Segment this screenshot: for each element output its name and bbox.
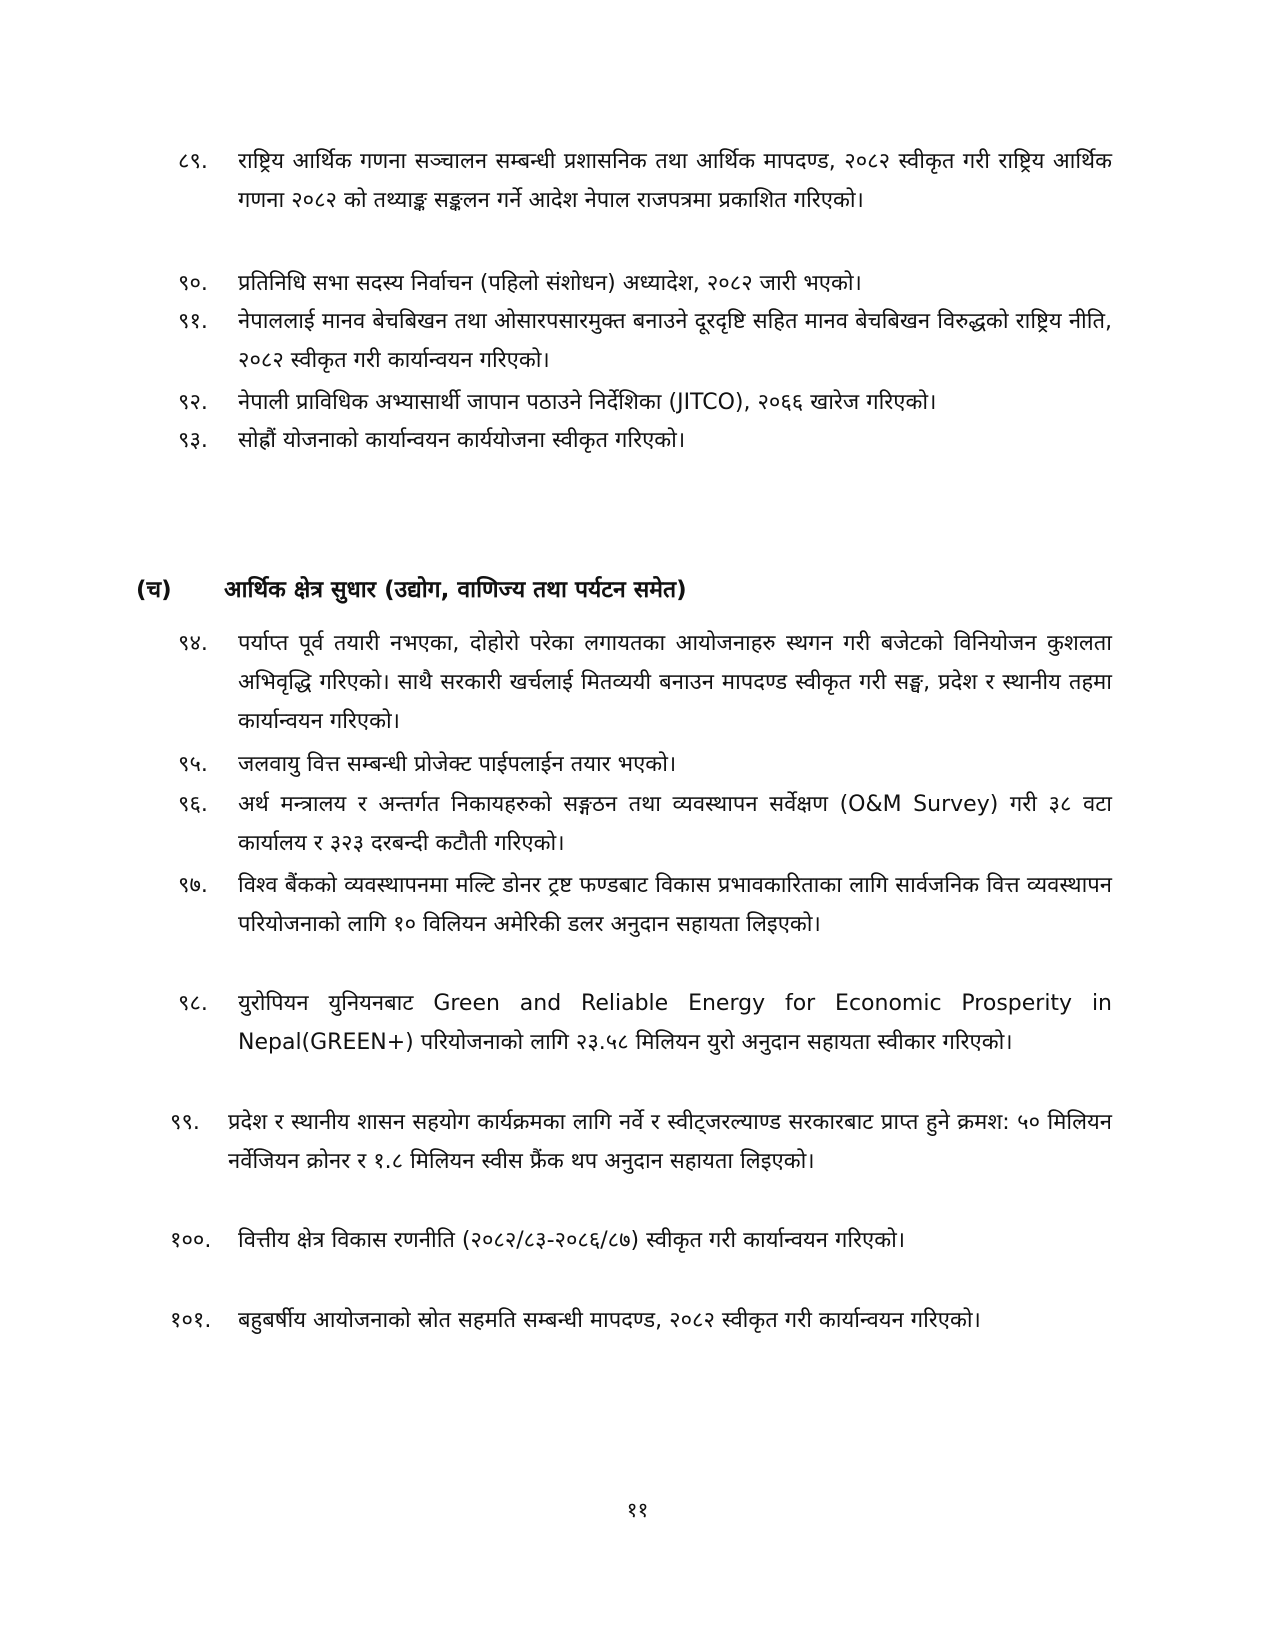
list-item — [170, 1103, 1112, 1181]
list-item — [178, 624, 1112, 741]
item-number: ९८. — [178, 991, 208, 1016]
item-number: ९६. — [178, 792, 208, 817]
item-text: बहुबर्षीय आयोजनाको स्रोत सहमति सम्बन्धी मापदण्ड, २०८२ स्वीकृत गरी कार्यान्वयन गरिएको। — [238, 1308, 981, 1333]
list-item — [178, 383, 1112, 422]
list-item — [178, 745, 1112, 784]
list-item — [178, 984, 1112, 1062]
item-number: १०१. — [170, 1308, 212, 1333]
item-text: प्रदेश र स्थानीय शासन सहयोग कार्यक्रमका लागि नर्वे र स्वीट्जरल्याण्ड सरकारबाट प्राप्त हुने क्रमश: ५० मिलियन नर्वेजियन क्रोनर र १.८ मिलियन स्वीस फ्रैंक थप अनुदान सहायता लिइएको। — [228, 1110, 1112, 1174]
item-number: ९४. — [178, 631, 208, 656]
list-item — [178, 421, 1112, 460]
item-text: राष्ट्रिय आर्थिक गणना सञ्चालन सम्बन्धी प्रशासनिक तथा आर्थिक मापदण्ड, २०८२ स्वीकृत गरी राष्ट्रिय आर्थिक गणना २०८२ को तथ्याङ्क सङ्कलन गर्ने आदेश नेपाल राजपत्रमा प्रकाशित गरिएको। — [238, 149, 1112, 213]
item-text: नेपाली प्राविधिक अभ्यासार्थी जापान पठाउने निर्देशिका (JITCO), २०६६ खारेज गरिएको। — [238, 390, 937, 415]
item-text: पर्याप्त पूर्व तयारी नभएका, दोहोरो परेका लगायतका आयोजनाहरु स्थगन गरी बजेटको विनियोजन कुशलता अभिवृद्धि गरिएको। साथै सरकारी खर्चलाई मितव्ययी बनाउन मापदण्ड स्वीकृत गरी सङ्घ, प्रदेश र स्थानीय तहमा कार्यान्वयन गरिएको। — [238, 631, 1112, 734]
list-item — [178, 302, 1112, 380]
list-item — [170, 1301, 1112, 1340]
item-text: वित्तीय क्षेत्र विकास रणनीति (२०८२/८३-२०८६/८७) स्वीकृत गरी कार्यान्वयन गरिएको। — [238, 1228, 906, 1253]
item-text: विश्व बैंकको व्यवस्थापनमा मल्टि डोनर ट्रष्ट फण्डबाट विकास प्रभावकारिताका लागि सार्वजनिक वित्त व्यवस्थापन परियोजनाको लागि १० विलियन अमेरिकी डलर अनुदान सहायता लिइएको। — [238, 873, 1112, 937]
item-number: ९५. — [178, 752, 208, 777]
item-text: नेपाललाई मानव बेचबिखन तथा ओसारपसारमुक्त बनाउने दूरदृष्टि सहित मानव बेचबिखन विरुद्धको राष्ट्रिय नीति, २०८२ स्वीकृत गरी कार्यान्वयन गरिएको। — [238, 309, 1112, 373]
item-text: अर्थ मन्त्रालय र अन्तर्गत निकायहरुको सङ्गठन तथा व्यवस्थापन सर्वेक्षण (O&M Survey) गरी ३८ वटा कार्यालय र ३२३ दरबन्दी कटौती गरिएको। — [238, 792, 1112, 856]
list-item — [178, 142, 1112, 220]
item-number: ८९. — [178, 149, 208, 174]
item-number: ९९. — [170, 1110, 200, 1135]
list-item — [178, 866, 1112, 944]
item-number: १००. — [170, 1228, 212, 1253]
list-item — [178, 785, 1112, 863]
section-title: आर्थिक क्षेत्र सुधार (उद्योग, वाणिज्य तथा पर्यटन समेत) — [224, 577, 687, 603]
item-number: ९७. — [178, 873, 208, 898]
section-letter: (च) — [136, 577, 172, 603]
item-number: ९०. — [178, 271, 208, 296]
item-number: ९२. — [178, 390, 208, 415]
item-text: युरोपियन युनियनबाट Green and Reliable Energy for Economic Prosperity in Nepal(GREEN+) परियोजनाको लागि २३.५८ मिलियन युरो अनुदान सहायता स्वीकार गरिएको। — [238, 991, 1112, 1055]
item-text: प्रतिनिधि सभा सदस्य निर्वाचन (पहिलो संशोधन) अध्यादेश, २०८२ जारी भएको। — [238, 271, 862, 296]
list-item — [178, 264, 1112, 303]
page-number: ११ — [626, 1498, 649, 1522]
item-number: ९३. — [178, 428, 208, 453]
list-item — [170, 1221, 1112, 1260]
item-text: सोह्रौं योजनाको कार्यान्वयन कार्ययोजना स्वीकृत गरिएको। — [238, 428, 686, 453]
item-number: ९१. — [178, 309, 208, 334]
item-text: जलवायु वित्त सम्बन्धी प्रोजेक्ट पाईपलाईन तयार भएको। — [238, 752, 677, 777]
